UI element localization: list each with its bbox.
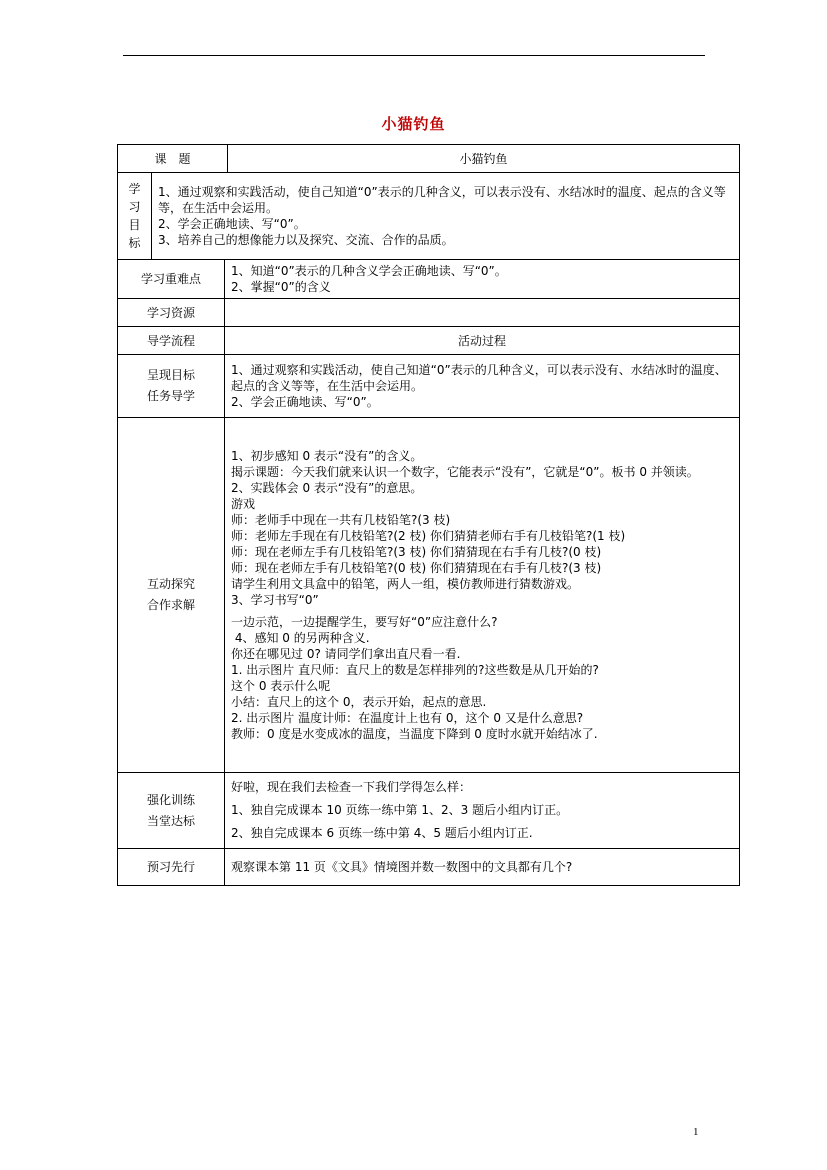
resources-value bbox=[225, 299, 740, 327]
interact-content bbox=[225, 418, 740, 773]
row-present bbox=[118, 355, 740, 418]
training-item: 1、独自完成课本 10 页练一练中第 1、2、3 题后小组内订正。 bbox=[231, 803, 569, 817]
key-points-label: 学习重难点 bbox=[118, 260, 225, 299]
lesson-plan-table bbox=[117, 144, 740, 886]
row-key-points bbox=[118, 260, 740, 299]
interact-line: 1. 出示图片 直尺师：直尺上的数是怎样排列的?这些数是从几开始的? bbox=[231, 663, 599, 677]
row-interact bbox=[118, 418, 740, 773]
training-label bbox=[118, 773, 225, 849]
goal-item: 3、培养自己的想像能力以及探究、交流、合作的品质。 bbox=[158, 233, 454, 247]
interact-line: 教师：0 度是水变成冰的温度，当温度下降到 0 度时水就开始结冰了. bbox=[231, 727, 598, 741]
interact-line: 师：老师左手现在有几枝铅笔?(2 枝) 你们猜猜老师右手有几枝铅笔?(1 枝) bbox=[231, 529, 626, 543]
present-item: 2、学会正确地读、写“0”。 bbox=[231, 395, 379, 409]
present-label bbox=[118, 355, 225, 418]
goals-label-char: 习 bbox=[128, 200, 141, 214]
row-training bbox=[118, 773, 740, 849]
preview-content: 观察课本第 11 页《文具》情境图并数一数图中的文具都有几个? bbox=[225, 849, 740, 886]
row-resources bbox=[118, 299, 740, 327]
present-item: 1、通过观察和实践活动，使自己知道“0”表示的几种含义，可以表示没有、水结冰时的温度、起点的含义等等，在生活中会运用。 bbox=[231, 363, 727, 393]
training-item: 好啦，现在我们去检查一下我们学得怎么样： bbox=[231, 780, 472, 794]
topic-label: 课 题 bbox=[118, 145, 228, 173]
interact-line: 4、感知 0 的另两种含义. bbox=[231, 631, 370, 645]
interact-line: 请学生利用文具盒中的铅笔，两人一组，模仿教师进行猜数游戏。 bbox=[231, 577, 580, 591]
interact-line: 师：现在老师左手有几枝铅笔?(0 枝) 你们猜猜现在右手有几枝?(3 枝) bbox=[231, 561, 602, 575]
interact-line: 3、学习书写“0” bbox=[231, 593, 319, 607]
interact-line: 2. 出示图片 温度计师：在温度计上也有 0，这个 0 又是什么意思? bbox=[231, 711, 584, 725]
goal-item: 1、通过观察和实践活动，使自己知道“0”表示的几种含义，可以表示没有、水结冰时的温度、起点的含义等等，在生活中会运用。 bbox=[158, 185, 726, 215]
topic-value: 小猫钓鱼 bbox=[228, 145, 740, 173]
goals-label-char: 标 bbox=[128, 236, 141, 250]
training-label-line: 当堂达标 bbox=[146, 813, 195, 828]
flow-value: 活动过程 bbox=[225, 327, 740, 355]
header-rule bbox=[123, 55, 705, 56]
interact-line: 1、初步感知 0 表示“没有”的含义。 bbox=[231, 449, 423, 463]
present-label-line: 任务导学 bbox=[146, 389, 195, 403]
present-label-line: 呈现目标 bbox=[146, 368, 195, 382]
goals-label-char: 目 bbox=[128, 218, 141, 232]
key-point-item: 1、知道“0”表示的几种含义学会正确地读、写“0”。 bbox=[231, 264, 507, 278]
row-preview bbox=[118, 849, 740, 886]
resources-label: 学习资源 bbox=[118, 299, 225, 327]
present-content bbox=[225, 355, 740, 418]
interact-label-line: 互动探究 bbox=[146, 577, 195, 591]
page-number: 1 bbox=[693, 1126, 699, 1138]
training-item: 2、独自完成课本 6 页练一练中第 4、5 题后小组内订正. bbox=[231, 826, 533, 840]
training-content bbox=[225, 773, 740, 849]
interact-line: 一边示范，一边提醒学生，要写好“0”应注意什么? bbox=[231, 615, 498, 629]
interact-line: 游戏 bbox=[231, 497, 256, 511]
row-topic bbox=[118, 145, 740, 173]
key-points-content bbox=[225, 260, 740, 299]
goals-label bbox=[118, 173, 152, 260]
interact-label bbox=[118, 418, 225, 773]
goal-item: 2、学会正确地读、写“0”。 bbox=[158, 217, 306, 231]
row-flow bbox=[118, 327, 740, 355]
goals-label-char: 学 bbox=[128, 182, 141, 196]
preview-label: 预习先行 bbox=[118, 849, 225, 886]
interact-line: 你还在哪见过 0? 请同学们拿出直尺看一看. bbox=[231, 647, 461, 661]
interact-label-line: 合作求解 bbox=[146, 598, 195, 612]
flow-label: 导学流程 bbox=[118, 327, 225, 355]
row-goals bbox=[118, 173, 740, 260]
interact-line: 揭示课题：今天我们就来认识一个数字，它能表示“没有”，它就是“0”。板书 0 并领读。 bbox=[231, 465, 699, 479]
interact-line: 师：老师手中现在一共有几枝铅笔?(3 枝) bbox=[231, 513, 451, 527]
interact-line: 小结：直尺上的这个 0，表示开始，起点的意思. bbox=[231, 695, 487, 709]
interact-line: 2、实践体会 0 表示“没有”的意思。 bbox=[231, 481, 423, 495]
interact-line: 师：现在老师左手有几枝铅笔?(3 枝) 你们猜猜现在右手有几枝?(0 枝) bbox=[231, 545, 602, 559]
goals-content bbox=[152, 173, 740, 260]
training-label-line: 强化训练 bbox=[146, 792, 195, 807]
document-title: 小猫钓鱼 bbox=[381, 115, 446, 133]
key-point-item: 2、掌握“0”的含义 bbox=[231, 280, 331, 294]
interact-line: 这个 0 表示什么呢 bbox=[231, 679, 331, 693]
